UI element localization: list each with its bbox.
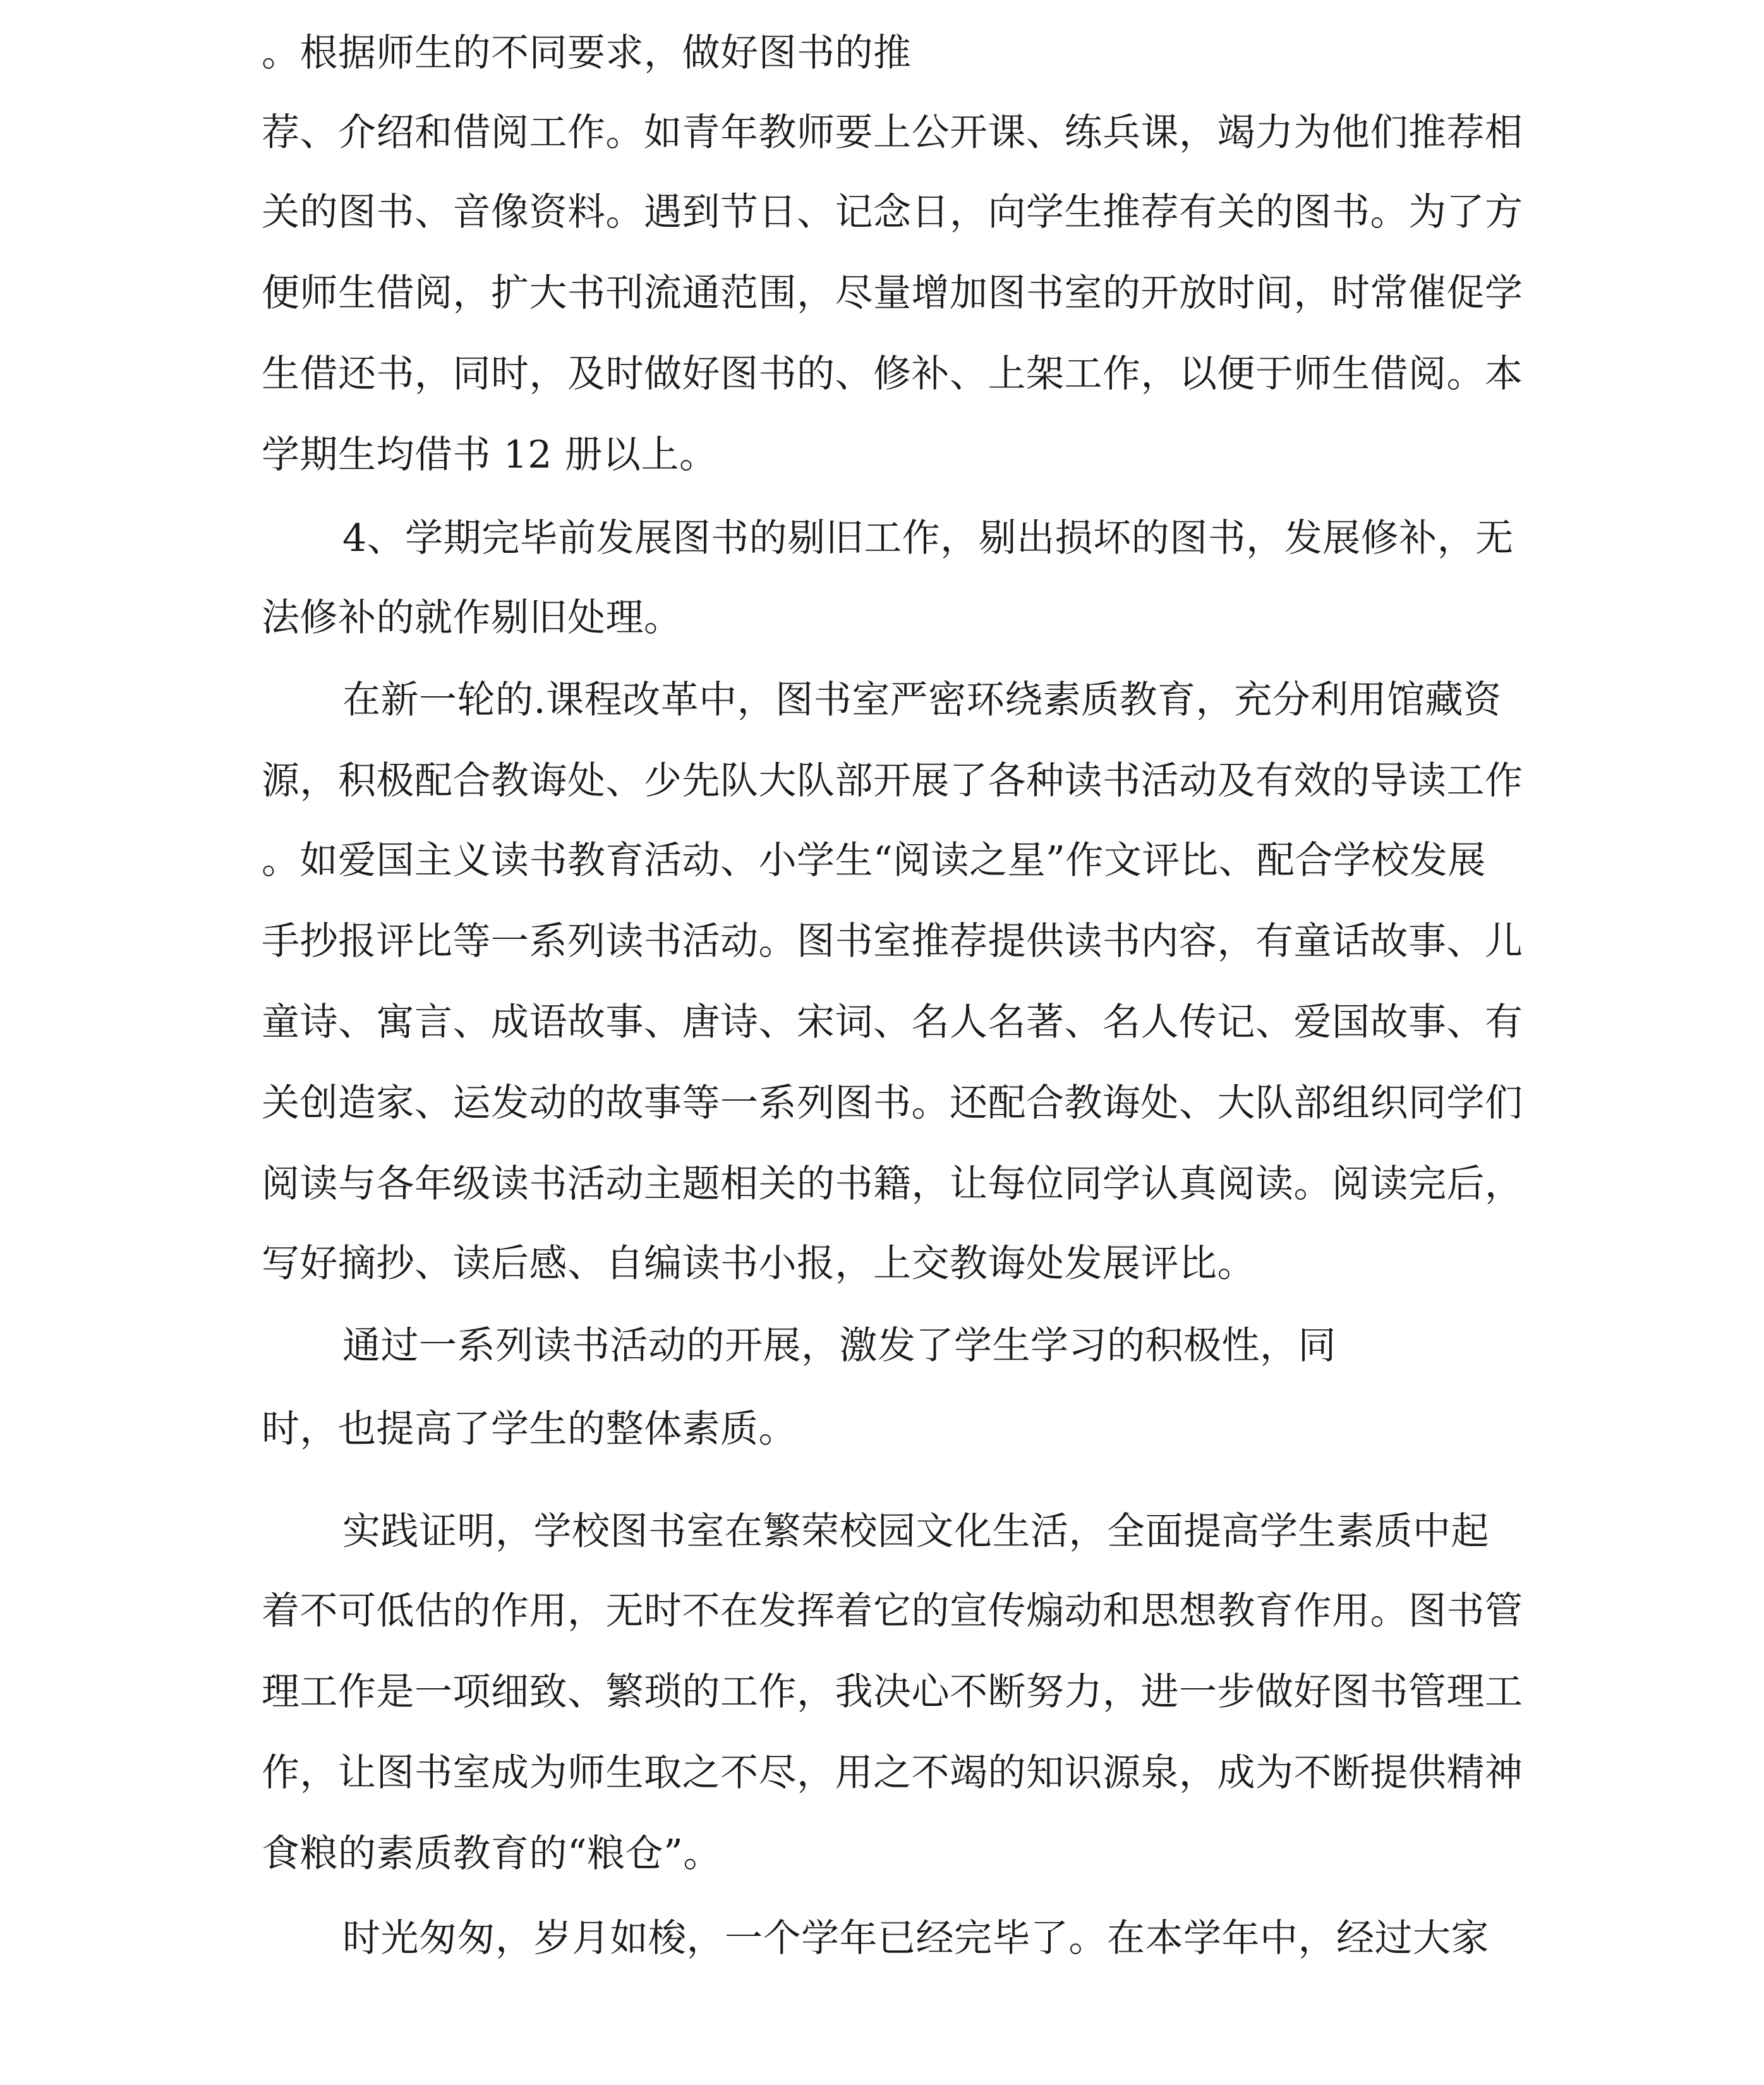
text-line-22: 作，让图书室成为师生取之不尽，用之不竭的知识源泉，成为不断提供精神 [262,1751,1523,1795]
text-line-14: 关创造家、运发动的故事等一系列图书。还配合教诲处、大队部组织同学们 [262,1081,1523,1125]
text-line-6: 学期生均借书 12 册以上。 [262,433,718,477]
text-line-11: 。如爱国主义读书教育活动、小学生“阅读之星”作文评比、配合学校发展 [262,838,1486,883]
text-line-19: 实践证明，学校图书室在繁荣校园文化生活，全面提高学生素质中起 [342,1509,1489,1554]
text-line-16: 写好摘抄、读后感、自编读书小报，上交教诲处发展评比。 [262,1242,1255,1286]
text-line-1: 。根据师生的不同要求，做好图书的推 [262,31,912,75]
text-line-9: 在新一轮的.课程改革中，图书室严密环绕素质教育，充分利用馆藏资 [342,678,1502,722]
text-line-24: 时光匆匆，岁月如梭，一个学年已经完毕了。在本学年中，经过大家 [342,1916,1489,1961]
text-line-18: 时，也提高了学生的整体素质。 [262,1407,797,1451]
text-line-15: 阅读与各年级读书活动主题相关的书籍，让每位同学认真阅读。阅读完后， [262,1162,1523,1206]
text-line-2: 荐、介绍和借阅工作。如青年教师要上公开课、练兵课，竭力为他们推荐相 [262,111,1523,155]
text-line-4: 便师生借阅，扩大书刊流通范围，尽量增加图书室的开放时间，时常催促学 [262,271,1523,315]
text-line-3: 关的图书、音像资料。遇到节日、记念日，向学生推荐有关的图书。为了方 [262,190,1523,234]
text-line-7: 4、学期完毕前发展图书的剔旧工作，剔出损坏的图书，发展修补，无 [342,516,1514,560]
text-line-23: 食粮的素质教育的“粮仓”。 [262,1832,722,1876]
text-line-12: 手抄报评比等一系列读书活动。图书室推荐提供读书内容，有童话故事、儿 [262,919,1523,964]
text-line-8: 法修补的就作剔旧处理。 [262,596,682,640]
text-line-10: 源，积极配合教诲处、少先队大队部开展了各种读书活动及有效的导读工作 [262,759,1523,803]
text-line-21: 理工作是一项细致、繁琐的工作，我决心不断努力，进一步做好图书管理工 [262,1670,1523,1714]
text-line-20: 着不可低估的作用，无时不在发挥着它的宣传煽动和思想教育作用。图书管 [262,1589,1523,1633]
text-line-5: 生借还书，同时，及时做好图书的、修补、上架工作，以便于师生借阅。本 [262,352,1523,396]
text-line-17: 通过一系列读书活动的开展，激发了学生学习的积极性，同 [342,1324,1336,1368]
text-line-13: 童诗、寓言、成语故事、唐诗、宋词、名人名著、名人传记、爱国故事、有 [262,1000,1523,1044]
